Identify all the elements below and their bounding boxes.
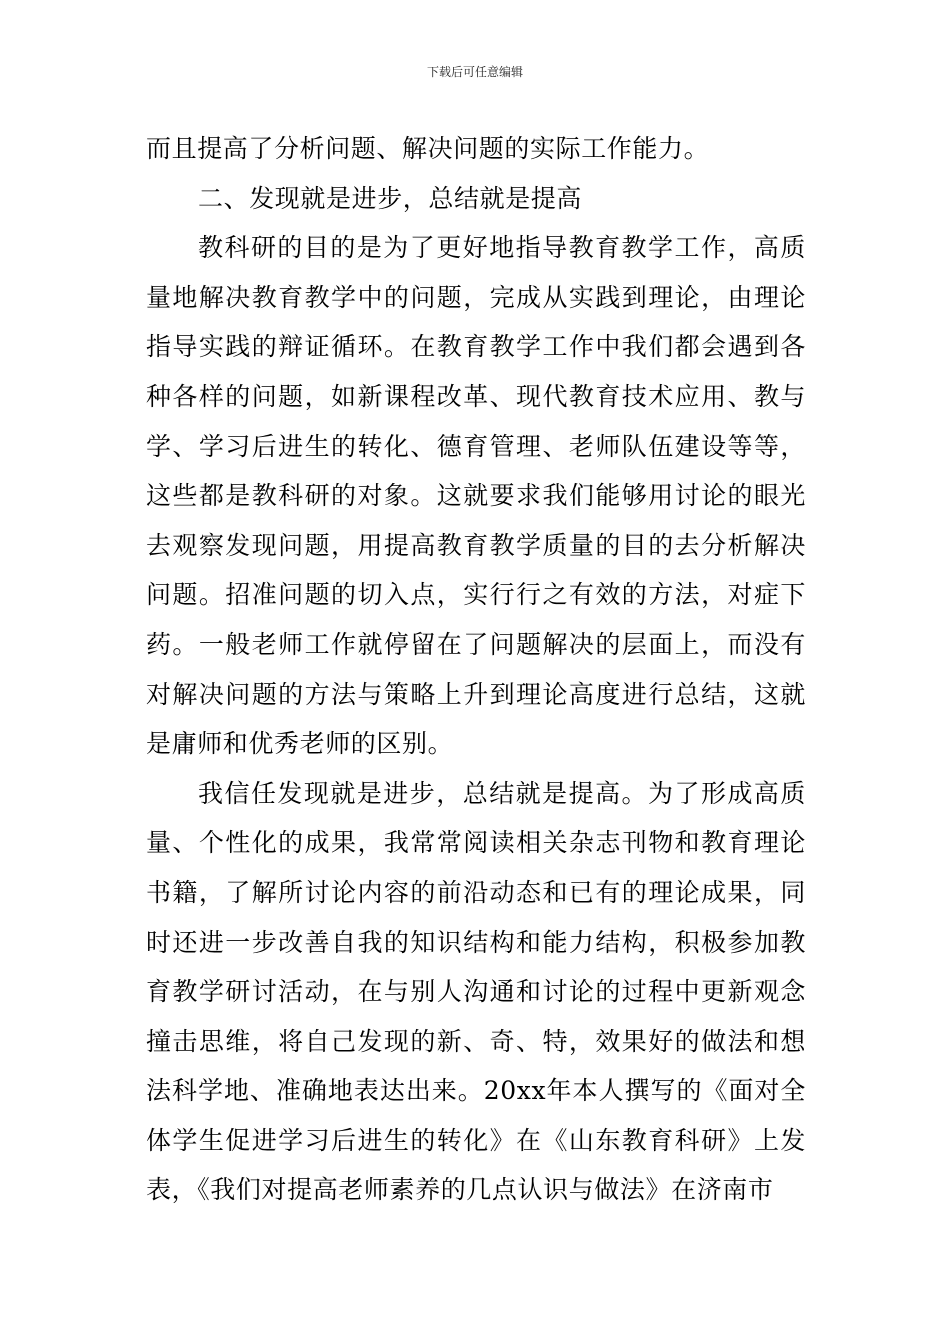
paragraph-continuation: 而且提高了分析问题、解决问题的实际工作能力。 (146, 134, 710, 163)
document-body (146, 124, 806, 1215)
paragraph-personal-practice: 我信任发现就是进步，总结就是提高。为了形成高质量、个性化的成果，我常常阅读相关杂志刊物和教育理论书籍，了解所讨论内容的前沿动态和已有的理论成果，同时还进一步改善自我的知识结构和能力结构，积极参加教育教学研讨活动，在与别人沟通和讨论的过程中更新观念撞击思维，将自己发现的新、奇、特，效果好的做法和想法科学地、准确地表达出来。20xx年本人撰写的《面对全体学生促进学习后进生的转化》在《山东教育科研》上发表，《我们对提高老师素养的几点认识与做法》在济南市 (146, 778, 806, 1205)
paragraph-research-purpose: 教科研的目的是为了更好地指导教育教学工作，高质量地解决教育教学中的问题，完成从实践到理论，由理论指导实践的辩证循环。在教育教学工作中我们都会遇到各种各样的问题，如新课程改革、现代教育技术应用、教与学、学习后进生的转化、德育管理、老师队伍建设等等，这些都是教科研的对象。这就要求我们能够用讨论的眼光去观察发现问题，用提高教育教学质量的目的去分析解决问题。招准问题的切入点，实行行之有效的方法，对症下药。一般老师工作就停留在了问题解决的层面上，而没有对解决问题的方法与策略上升到理论高度进行总结，这就是庸师和优秀老师的区别。 (146, 233, 806, 759)
section-heading: 二、发现就是进步，总结就是提高 (198, 183, 583, 213)
page-header: 下载后可任意编辑 (426, 65, 523, 79)
